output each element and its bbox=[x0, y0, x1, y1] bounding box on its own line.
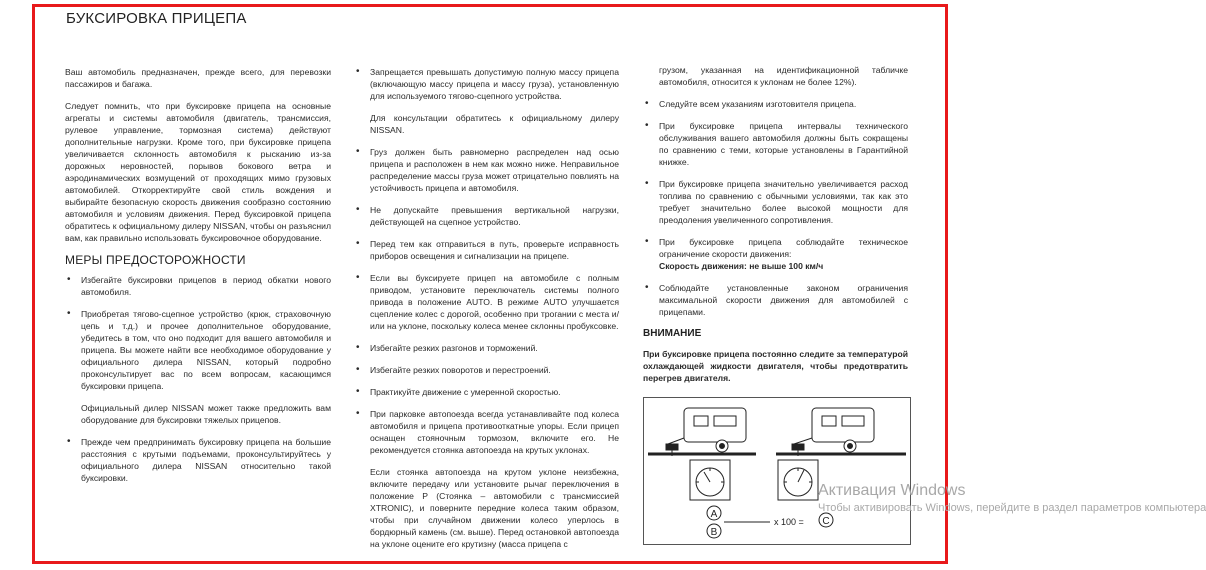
label-c: C bbox=[822, 516, 830, 527]
list-item: • Избегайте резких разгонов и торможений. bbox=[354, 342, 619, 354]
list-item: • Груз должен быть равномерно распределен над осью прицепа и расположен в нем как можно ниже. Неправильное распределение массы груза может отрицательно повлиять на устойчивость прицепа и автомобиля. bbox=[354, 146, 619, 194]
label-b: B bbox=[710, 527, 718, 538]
list-item: • Перед тем как отправиться в путь, проверьте исправность приборов освещения и сигнализации на прицепе. bbox=[354, 238, 619, 262]
list-item-continuation: грузом, указанная на идентификационной табличке автомобиля, относится к уклонам не более 12%). bbox=[659, 65, 908, 87]
list-item-note: Для консультации обратитесь к официальному дилеру NISSAN. bbox=[370, 113, 619, 135]
column-1 bbox=[65, 66, 331, 494]
list-item: • Не допускайте превышения вертикальной нагрузки, действующей на сцепное устройство. bbox=[354, 204, 619, 228]
column-3 bbox=[643, 64, 908, 394]
trailer-slope-diagram bbox=[643, 397, 911, 545]
warning-paragraph: Следует помнить, что при буксировке прицепа на основные агрегаты и системы автомобиля (двигатель, трансмиссия, рулевое управление, тормозная система) действуют дополнительные нагрузки. Кроме того, при буксировке прицепа увеличивается склонность автомобиля к рысканию из-за дорожных неровностей, порывов бокового ветра и аэродинамических возмущений от проходящих мимо грузовых автомобилей. Откорректируйте свой стиль вождения и выбирайте безопасную скорость движения сообразно состоянию автомобиля и условиям движения. Перед буксировкой прицепа обратитесь к официальному дилеру NISSAN, чтобы он разъяснил вам, как правильно использовать буксировочное оборудование. bbox=[65, 101, 331, 243]
watermark-subtitle: Чтобы активировать Windows, перейдите в раздел параметров компьютера bbox=[818, 502, 1206, 514]
list-item: • Практикуйте движение с умеренной скоростью. bbox=[354, 386, 619, 398]
diagram-illustration bbox=[644, 398, 910, 544]
list-item: • При буксировке прицепа интервалы технического обслуживания вашего автомобиля должны быть сокращены по сравнению с теми, которые установлены в Гарантийной книжке. bbox=[643, 120, 908, 168]
right-caravan-illustration bbox=[792, 408, 874, 456]
list-item: • Следуйте всем указаниям изготовителя прицепа. bbox=[643, 98, 908, 110]
watermark-title: Активация Windows bbox=[818, 482, 966, 499]
list-item: • Избегайте резких поворотов и перестроений. bbox=[354, 364, 619, 376]
page-title: БУКСИРОВКА ПРИЦЕПА bbox=[66, 10, 247, 27]
list-item-note: Официальный дилер NISSAN может также предложить вам оборудование для буксировки тяжелых прицепов. bbox=[81, 403, 331, 425]
list-item: • Если вы буксируете прицеп на автомобиле с полным приводом, установите переключатель системы полного привода в положение AUTO. В режиме AUTO улучшается сцепление колес с дорогой, особенно при трогании с места и/или на уклоне, поскольку колеса менее склонны пробуксовке. bbox=[354, 272, 619, 332]
speed-limit-value: Скорость движения: не выше 100 км/ч bbox=[659, 261, 824, 271]
precautions-list-end bbox=[643, 64, 908, 318]
list-item: • Прежде чем предпринимать буксировку прицепа на большие расстояния с крутыми подъемами, проконсультируйтесь у официального дилера NISSAN относительно такой буксировки. bbox=[65, 436, 331, 484]
left-caravan-illustration bbox=[666, 408, 746, 456]
speed-limit-text: При буксировке прицепа соблюдайте техническое ограничение скорости движения: bbox=[659, 237, 908, 259]
list-item-note: Если стоянка автопоезда на крутом уклоне неизбежна, включите передачу или установите рычаг переключения в положение P (Стоянка – автомобили с трансмиссией XTRONIC), и поверните передние колеса таким образом, чтобы при случайном движении колесо уперлось в бордюрный камень (см. выше). Перед остановкой автопоезда на уклоне оцените его крутизну (масса прицепа с bbox=[370, 467, 619, 549]
list-item: • Соблюдайте установленные законом ограничения максимальной скорости движения для автомобилей с прицепами. bbox=[643, 282, 908, 318]
intro-paragraph: Ваш автомобиль предназначен, прежде всего, для перевозки пассажиров и багажа. bbox=[65, 67, 331, 89]
list-item: • Запрещается превышать допустимую полную массу прицепа (включающую массу прицепа и массу груза), установленную для используемого тягово-сцепного устройства. bbox=[354, 66, 619, 102]
windows-activation-watermark bbox=[818, 482, 1206, 514]
list-item: • Приобретая тягово-сцепное устройство (крюк, страховочную цепь и т.д.) и прочее дополнительное оборудование, убедитесь в том, что оно подходит для вашего автомобиля и прицепа. Вы можете найти все необходимое оборудование у официального дилера NISSAN, который подробно проконсультирует вас по всем вопросам, касающимся буксировки прицепа. bbox=[65, 308, 331, 392]
list-item: • При парковке автопоезда всегда устанавливайте под колеса автомобиля и прицепа противооткатные упоры. Если прицеп оснащен стояночным тормозом, включите его. Не рекомендуется стоянка автопоезда на крутых уклонах. bbox=[354, 408, 619, 456]
warning-heading: ВНИМАНИЕ bbox=[643, 328, 702, 339]
list-item: • Избегайте буксировки прицепов в период обкатки нового автомобиля. bbox=[65, 274, 331, 298]
multiplier-text: x 100 = bbox=[774, 517, 804, 527]
list-item bbox=[643, 236, 908, 272]
right-scale-icon bbox=[778, 460, 818, 500]
label-a: A bbox=[710, 509, 718, 520]
section-heading: МЕРЫ ПРЕДОСТОРОЖНОСТИ bbox=[65, 253, 246, 267]
left-scale-icon bbox=[690, 460, 730, 500]
warning-text: При буксировке прицепа постоянно следите за температурой охлаждающей жидкости двигателя, чтобы предотвратить перегрев двигателя. bbox=[643, 349, 908, 383]
precautions-list-continued bbox=[354, 66, 619, 550]
list-item: • При буксировке прицепа значительно увеличивается расход топлива по сравнению с обычными условиями, так как это требует значительно более высокой мощности для преодоления увеличенного сопротивления. bbox=[643, 178, 908, 226]
column-2 bbox=[354, 66, 619, 560]
precautions-list bbox=[65, 274, 331, 484]
